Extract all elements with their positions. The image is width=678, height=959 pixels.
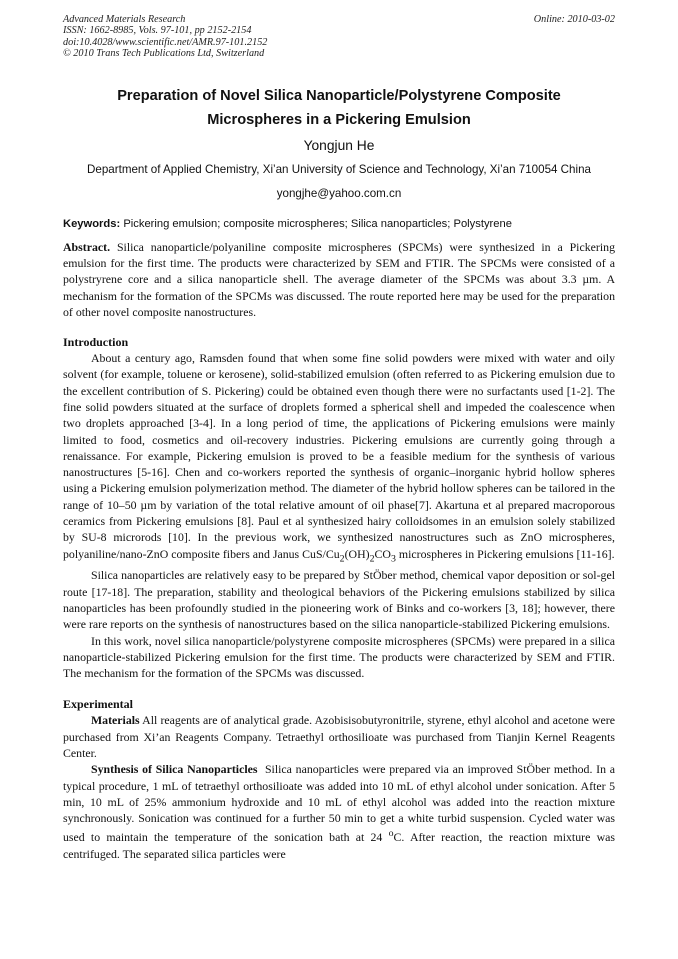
materials-paragraph [63,712,615,761]
intro-p1-text-d: microspheres in Pickering emulsions [11-16]. [395,546,615,561]
intro-p1-text-a: About a century ago, Ramsden found that when some fine solid powders were mixed with water and oily solvent (for example, toluene or kerosene), solid-stabilized emulsion (often referred to as Pickering emulsion due to the excellent contribution of S. Pickering) could be obtained even though there were no surfactants used [1-2]. The fine solid powders situated at the surface of droplets formed a spherical shell and impeded the coalescence when two droplets approached [3-4]. In a long period of time, the applications of Pickering emulsions were mainly limited to food, cosmetics and oil-recovery industries. Pickering emulsions are currently going through a renaissance. For example, Pickering emulsion is proved to be a feasible medium for the synthesis of various nanostructures [5-16]. Chen and co-workers reported the synthesis of organic–inorganic hybrid hollow spheres using a Pickering emulsion polymerization method. The diameter of the hybrid hollow spheres can be tailored in the range of 10–50 µm by variation of the total relative amount of oil phase[7]. Akartuna et al prepared macroporous ceramics from Pickering emulsions [8]. Paul et al synthesized hairy colloidsomes in an emulsion solely stabilized by SU-8 microrods [10]. In the previous work, we synthesized nanostructures such as ZnO microspheres, polyaniline/nano-ZnO composite fibers and Janus CuS/Cu [63,351,615,561]
experimental-heading: Experimental [63,697,133,712]
intro-paragraph-1 [63,350,615,567]
author-email: yongjhe@yahoo.com.cn [276,186,402,200]
abstract-text: Silica nanoparticle/polyaniline composite microspheres (SPCMs) were synthesized in a Pickering emulsion for the first time. The products were characterized by SEM and FTIR. The SPCMs were consisted of a polystryrene core and a silica nanoparticle shell. The average diameter of the SPCMs was about 3.3 µm. A mechanism for the formation of the SPCMs was discussed. The route reported here may be used for the preparation of other novel composite nanostructures. [63,239,615,319]
intro-paragraph-3: In this work, novel silica nanoparticle/polystyrene composite microspheres (SPCMs) were prepared in a silica nanoparticle-stabilized Pickering emulsion for the first time. The products were characterized by SEM and FTIR. The mechanism for the formation of the SPCMs was discussed. [63,633,615,681]
intro-paragraph-2: Silica nanoparticles are relatively easy to be prepared by StÖber method, chemical vapor deposition or sol-gel route [17-18]. The preparation, stability and theological behaviors of the Pickering emulsions stabilized by silica nanoparticles has been profoundly studied in the pioneering work of Binks and co-workers [3, 18]; however, there were rare reports on the synthesis of nanostructures based on the silica nanoparticle-stabilized Pickering emulsions. [63,568,615,632]
subscript-3: 3 [390,553,396,565]
doi-line: doi:10.4028/www.scientific.net/AMR.97-101.2152 [63,36,268,48]
keywords-text: Pickering emulsion; composite microspheres; Silica nanoparticles; Polystyrene [123,217,512,230]
keywords [63,216,615,232]
title-line-2: Microspheres in a Pickering Emulsion [207,111,471,128]
paper-page [63,14,615,862]
issn-line: ISSN: 1662-8985, Vols. 97-101, pp 2152-2154 [63,25,252,37]
author-name: Yongjun He [303,137,375,153]
synthesis-text-a: Silica nanoparticles were prepared via an improved StÖber method. In a typical procedure, 1 mL of tetraethyl orthosilioate was added into 10 mL of ethyl alcohol under sonication. After 5 min, 10 mL of 25% ammonium hydroxide and 10 mL of ethyl alcohol was added into the reaction mixture synchronously. Sonication was continued for a further 50 min to get a white turbid suspension. Cycled water was used to maintain the temperature of the sonication bath at 24 [63,762,615,845]
copyright-line: © 2010 Trans Tech Publications Ltd, Switzerland [63,48,265,60]
keywords-label: Keywords: [63,217,121,230]
online-date: Online: 2010-03-02 [533,14,615,25]
synthesis-label: Synthesis of Silica Nanoparticles [91,762,258,777]
intro-p1-text-c: CO [374,546,391,561]
title-line-1: Preparation of Novel Silica Nanoparticle/Polystyrene Composite [117,87,561,104]
introduction-heading: Introduction [63,335,129,350]
subscript-2: 2 [339,553,345,565]
subscript-2b: 2 [369,553,375,565]
abstract [63,239,615,320]
paper-title [63,84,615,132]
intro-p1-text-b: (OH) [344,546,370,561]
materials-text: All reagents are of analytical grade. Azobisisobutyronitrile, styrene, ethyl alcohol and acetone were purchased from Xi’an Reagents Company. Tetraethyl orthosilioate was purchased from Tianjin Kernel Reagents Center. [63,713,615,760]
abstract-label: Abstract. [63,239,111,254]
journal-header [63,14,615,60]
materials-label: Materials [91,713,140,728]
degree-superscript: o [388,828,394,840]
affiliation: Department of Applied Chemistry, Xi’an University of Science and Technology, Xi’an 710054 China [87,162,591,176]
journal-name: Advanced Materials Research [63,14,186,25]
synthesis-paragraph [63,761,615,862]
synthesis-text-b: C. After reaction, the reaction mixture was centrifuged. The separated silica particles were [63,830,615,861]
